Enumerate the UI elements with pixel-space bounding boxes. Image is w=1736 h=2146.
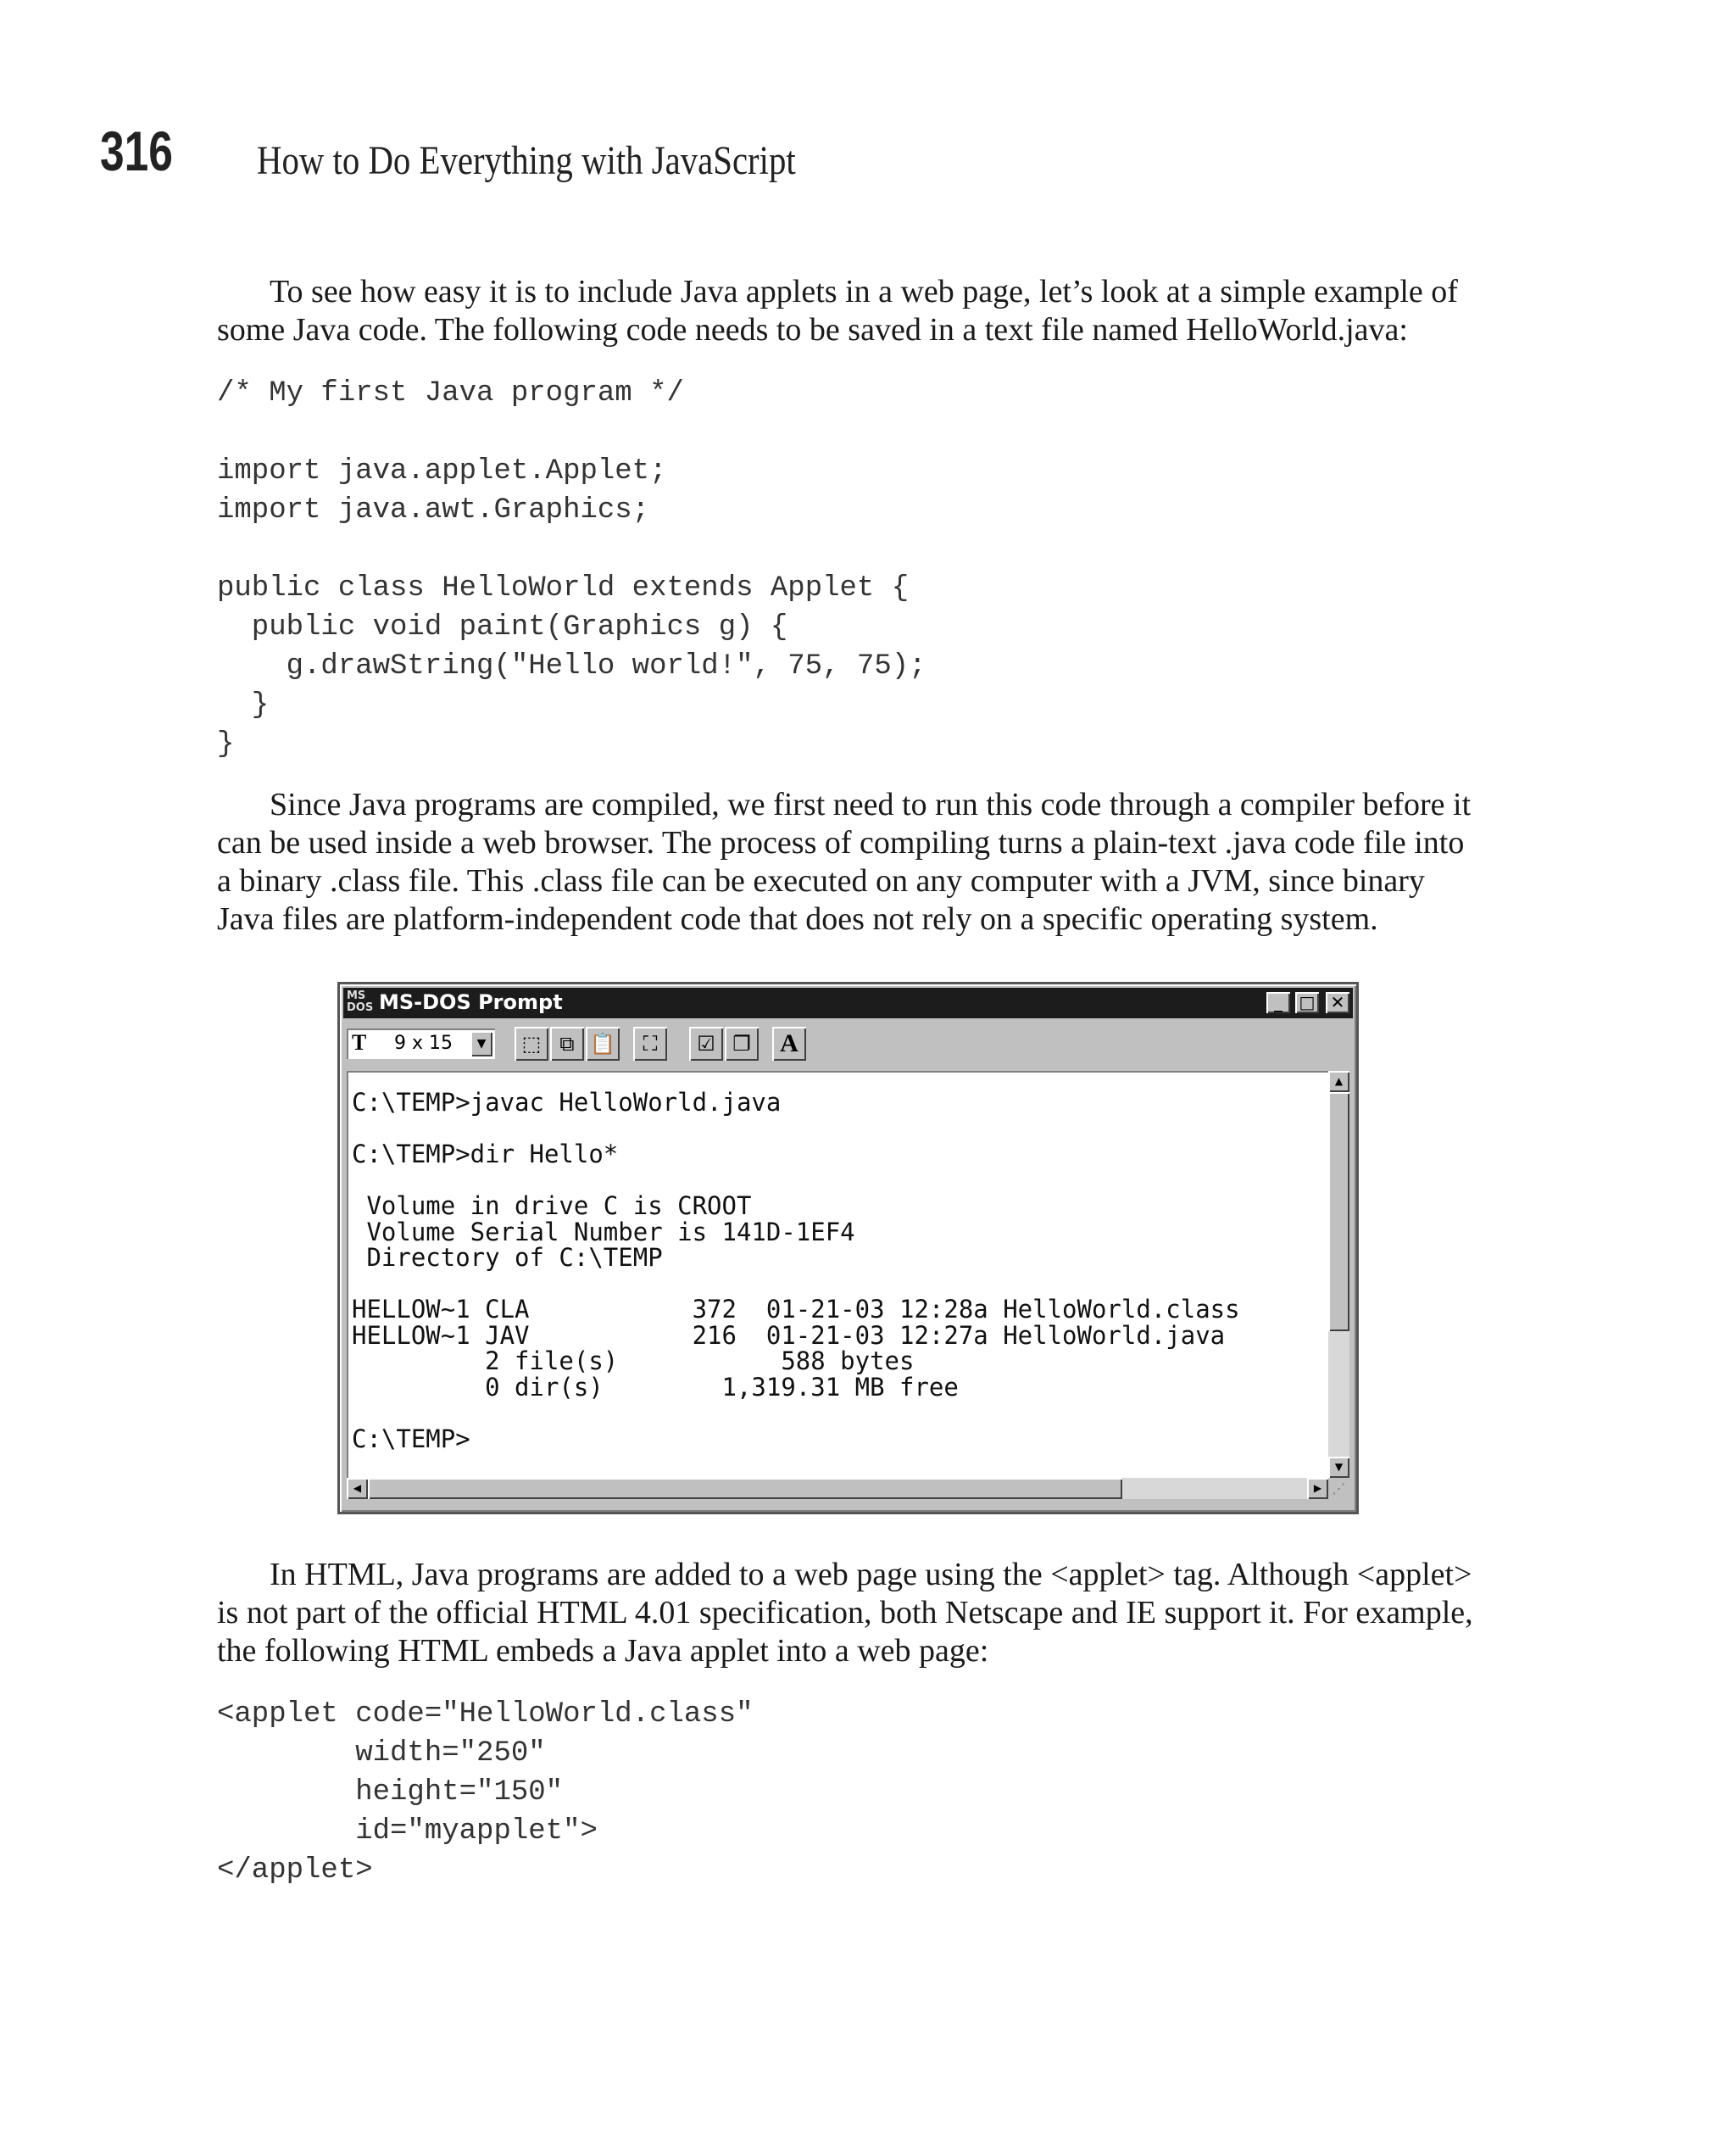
paste-button[interactable]: 📋 [586, 1027, 620, 1061]
resize-grip-icon[interactable]: ⋰ [1328, 1478, 1349, 1499]
vertical-scrollbar[interactable] [1328, 1071, 1349, 1478]
ms-dos-icon: MS DOS [347, 989, 374, 1014]
paragraph-line: Since Java programs are compiled, we first need to run this code through a compiler before it [270, 787, 1472, 822]
page-number: 316 [100, 120, 173, 182]
mark-button[interactable]: ⬚ [515, 1027, 548, 1061]
chevron-down-icon[interactable]: ▼ [470, 1031, 492, 1056]
paragraph-compile [217, 786, 1505, 939]
copy-button[interactable]: ⧉ [550, 1027, 584, 1061]
paragraph-line: the following HTML embeds a Java applet into a web page: [217, 1633, 989, 1669]
horizontal-scroll-thumb[interactable] [368, 1478, 1122, 1499]
full-screen-button[interactable]: ⛶ [633, 1027, 667, 1061]
font-button[interactable]: A [772, 1027, 806, 1061]
scroll-right-arrow-icon[interactable]: ▶ [1307, 1478, 1328, 1499]
html-code-listing: <applet code="HelloWorld.class" width="250" height="150" id="myapplet"> </applet> [217, 1698, 754, 1887]
console-text: C:\TEMP>javac HelloWorld.java C:\TEMP>dir Hello* Volume in drive C is CROOT Volume Serial Number is 141D-1EF4 Directory of C:\TEMP HELLOW~1 CLA 372 01-21-03 12:28a HelloWorld.class HELLOW~1 JAV 216 01-21-03 12:27a HelloWorld.java 2 file(s) 588 bytes 0 dir(s) 1,319.31 MB free C:\TEMP> [352, 1088, 1240, 1453]
console-output-area[interactable] [347, 1071, 1328, 1478]
scroll-down-arrow-icon[interactable]: ▼ [1328, 1457, 1349, 1478]
properties-button[interactable]: ☑ [689, 1027, 723, 1061]
window-title: MS-DOS Prompt [379, 990, 563, 1014]
maximize-button[interactable]: □ [1295, 992, 1319, 1013]
ms-dos-prompt-window [337, 982, 1359, 1514]
horizontal-scrollbar[interactable] [347, 1478, 1328, 1499]
java-code-listing: /* My first Java program */ import java.applet.Applet; import java.awt.Graphics; public class HelloWorld extends Applet { public void paint(Graphics g) { g.drawString("Hello world!", 75, 75); } } [217, 377, 926, 761]
vertical-scroll-thumb[interactable] [1328, 1092, 1349, 1331]
paragraph-intro [217, 273, 1505, 349]
font-size-select[interactable] [347, 1028, 495, 1059]
paragraph-line: To see how easy it is to include Java applets in a web page, let’s look at a simple example of [270, 274, 1458, 309]
truetype-font-icon: T [352, 1030, 367, 1055]
font-size-value: 9 x 15 [394, 1033, 453, 1054]
paragraph-line: can be used inside a web browser. The process of compiling turns a plain-text .java code file into [217, 825, 1465, 861]
paragraph-line: Java files are platform-independent code that does not rely on a specific operating system. [217, 901, 1378, 937]
paragraph-applet-tag [217, 1556, 1505, 1670]
window-toolbar [347, 1025, 1349, 1064]
background-button[interactable]: ❐ [725, 1027, 759, 1061]
window-titlebar[interactable] [343, 988, 1353, 1018]
paragraph-line: a binary .class file. This .class file can be executed on any computer with a JVM, since binary [217, 863, 1425, 899]
scroll-left-arrow-icon[interactable]: ◀ [347, 1478, 368, 1499]
close-button[interactable]: ✕ [1326, 992, 1349, 1013]
running-title: How to Do Everything with JavaScript [257, 138, 796, 183]
paragraph-line: some Java code. The following code needs to be saved in a text file named HelloWorld.java: [217, 312, 1408, 348]
scroll-up-arrow-icon[interactable]: ▲ [1328, 1071, 1349, 1092]
paragraph-line: is not part of the official HTML 4.01 specification, both Netscape and IE support it. For example, [217, 1595, 1473, 1630]
minimize-button[interactable]: _ [1266, 992, 1290, 1013]
paragraph-line: In HTML, Java programs are added to a web page using the <applet> tag. Although <applet> [270, 1557, 1472, 1592]
